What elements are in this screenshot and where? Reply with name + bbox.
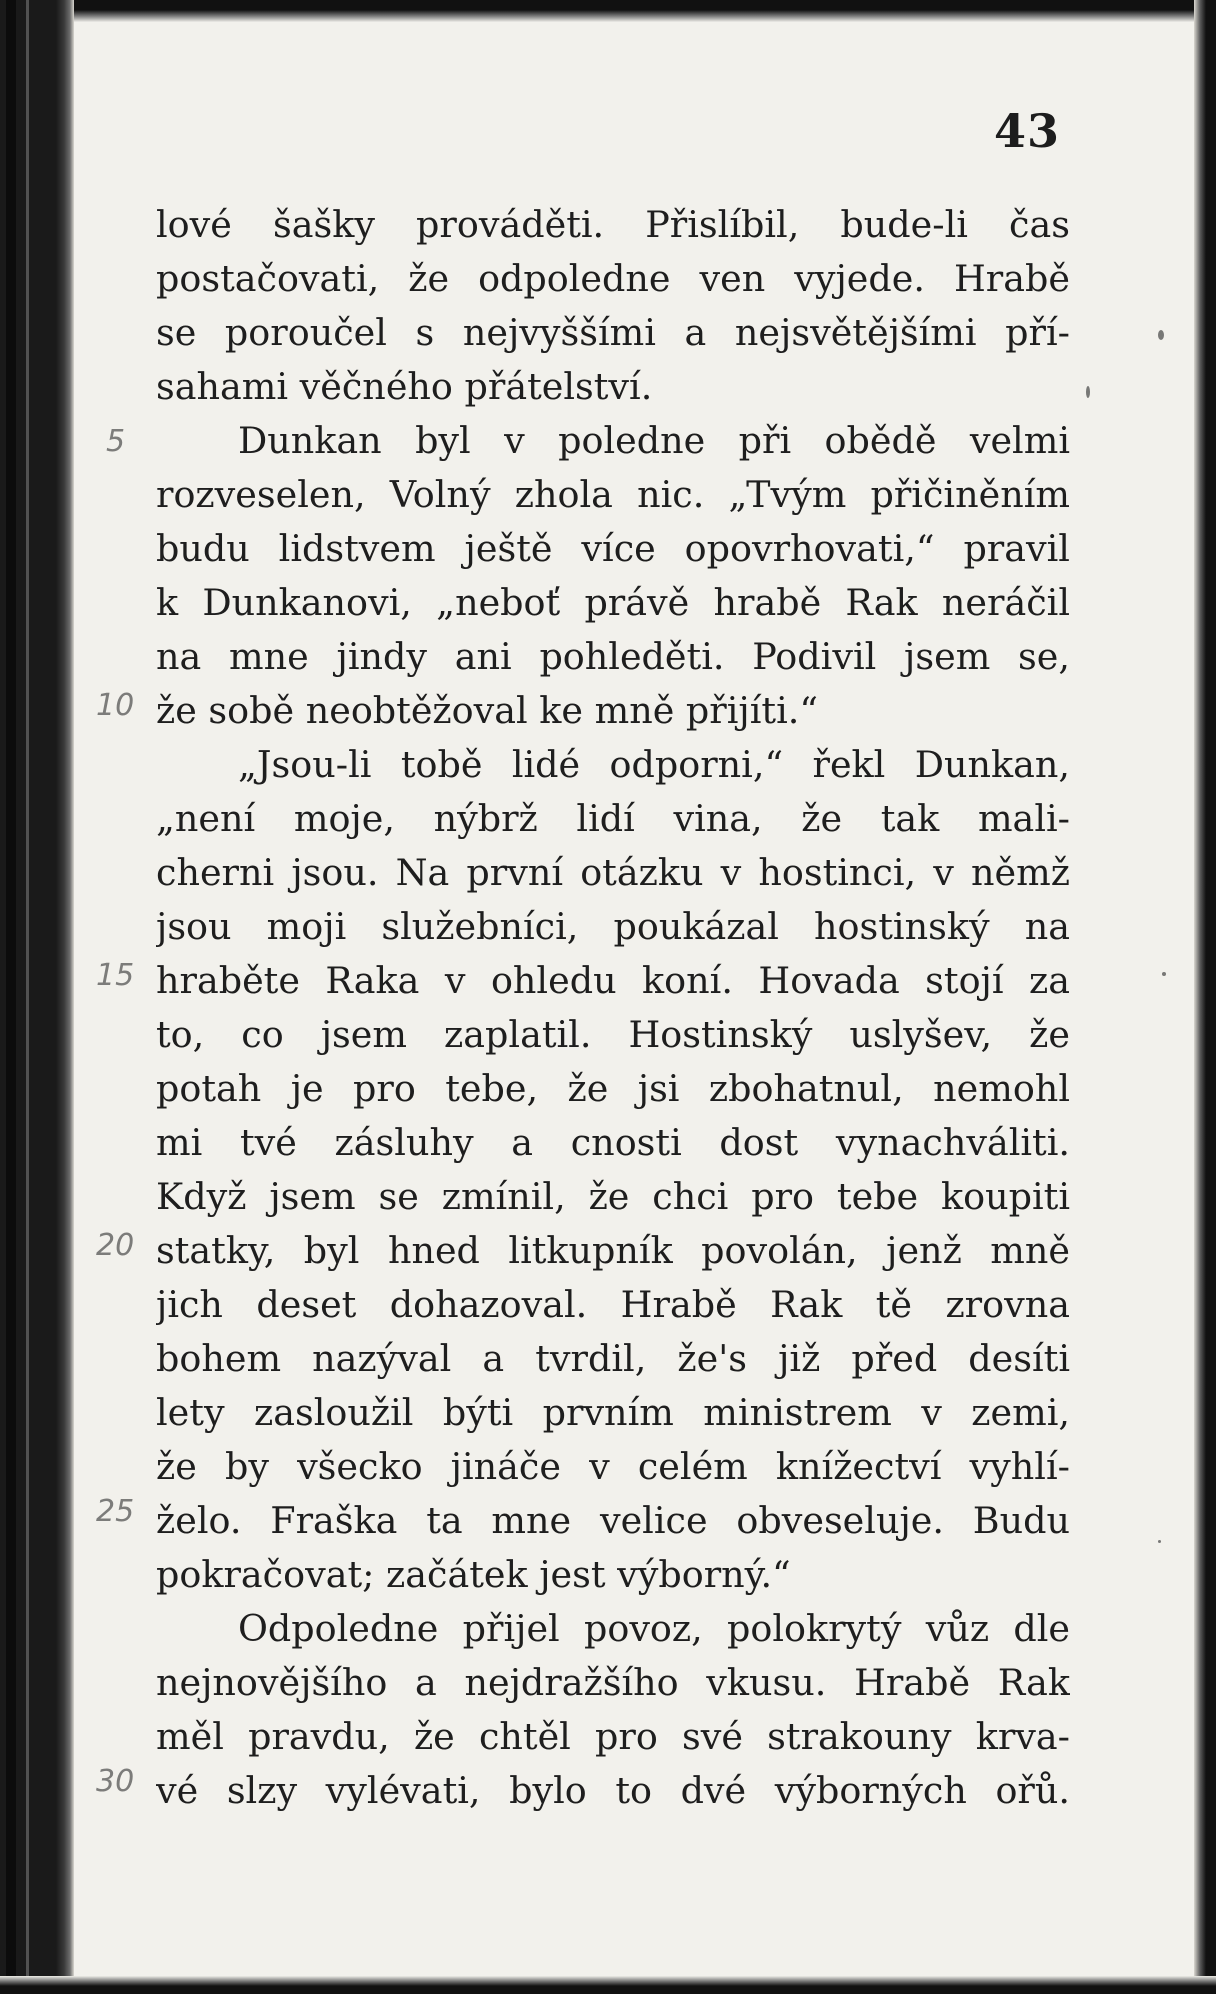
- text-line: „není moje, nýbrž lidí vina, že tak mali-: [156, 797, 1070, 840]
- text-line: rozveselen, Volný zhola nic. „Tvým přičiněním: [156, 473, 1070, 516]
- text-line: želo. Fraška ta mne velice obveseluje. Budu: [156, 1499, 1070, 1542]
- text-line: že sobě neobtěžoval ke mně přijíti.“: [156, 689, 819, 732]
- spine-shadow: [6, 0, 16, 1994]
- text-line: postačovati, že odpoledne ven vyjede. Hrabě: [156, 257, 1070, 300]
- text-line: že by všecko jináče v celém knížectví vyhlí-: [156, 1445, 1070, 1488]
- spine-line: [26, 0, 29, 1994]
- book-spine-edge: [0, 0, 74, 1994]
- text-line: vé slzy vylévati, bylo to dvé výborných ořů.: [156, 1769, 1070, 1812]
- body-text: [156, 198, 1070, 1818]
- text-line: „Jsou-li tobě lidé odporni,“ řekl Dunkan,: [238, 743, 1070, 786]
- text-line: na mne jindy ani pohleděti. Podivil jsem se,: [156, 635, 1070, 678]
- margin-line-number-15: 15: [96, 958, 135, 993]
- text-line: pokračovat; začátek jest výborný.“: [156, 1553, 791, 1596]
- margin-line-number-5: 5: [106, 424, 126, 459]
- text-line: potah je pro tebe, že jsi zbohatnul, nemohl: [156, 1067, 1070, 1110]
- scan-speck: [1158, 1540, 1161, 1543]
- text-line: cherni jsou. Na první otázku v hostinci, v němž: [156, 851, 1070, 894]
- text-line: k Dunkanovi, „neboť právě hrabě Rak neráčil: [156, 581, 1070, 624]
- text-line: jsou moji služebníci, poukázal hostinský na: [156, 905, 1070, 948]
- scan-speck: [1158, 330, 1164, 340]
- text-line: jich deset dohazoval. Hrabě Rak tě zrovna: [156, 1283, 1070, 1326]
- scan-edge-top: [0, 0, 1216, 22]
- text-line: statky, byl hned litkupník povolán, jenž mně: [156, 1229, 1070, 1272]
- margin-line-number-10: 10: [96, 688, 135, 723]
- text-line: nejnovějšího a nejdražšího vkusu. Hrabě Rak: [156, 1661, 1070, 1704]
- text-line: to, co jsem zaplatil. Hostinský uslyšev, že: [156, 1013, 1070, 1056]
- text-line: budu lidstvem ještě více opovrhovati,“ pravil: [156, 527, 1070, 570]
- margin-line-number-30: 30: [96, 1764, 135, 1799]
- text-line: měl pravdu, že chtěl pro své strakouny krva-: [156, 1715, 1070, 1758]
- scan-speck: [1162, 972, 1166, 976]
- text-line: Odpoledne přijel povoz, polokrytý vůz dle: [238, 1607, 1070, 1650]
- margin-line-number-20: 20: [96, 1228, 135, 1263]
- text-line: lety zasloužil býti prvním ministrem v zemi,: [156, 1391, 1070, 1434]
- scan-speck: [1086, 386, 1090, 398]
- text-line: se poroučel s nejvyššími a nejsvětějšími pří-: [156, 311, 1070, 354]
- text-line: Když jsem se zmínil, že chci pro tebe koupiti: [156, 1175, 1070, 1218]
- text-line: hraběte Raka v ohledu koní. Hovada stojí za: [156, 959, 1070, 1002]
- text-line: sahami věčného přátelství.: [156, 365, 653, 408]
- scan-edge-right: [1194, 0, 1216, 1994]
- page-number: 43: [994, 104, 1061, 158]
- text-line: bohem nazýval a tvrdil, že's již před desíti: [156, 1337, 1070, 1380]
- text-line: mi tvé zásluhy a cnosti dost vynachváliti.: [156, 1121, 1070, 1164]
- scan-edge-bottom: [0, 1976, 1216, 1994]
- text-line: lové šašky prováděti. Přislíbil, bude-li čas: [156, 203, 1070, 246]
- text-line: Dunkan byl v poledne při obědě velmi: [238, 419, 1070, 462]
- margin-line-number-25: 25: [96, 1494, 135, 1529]
